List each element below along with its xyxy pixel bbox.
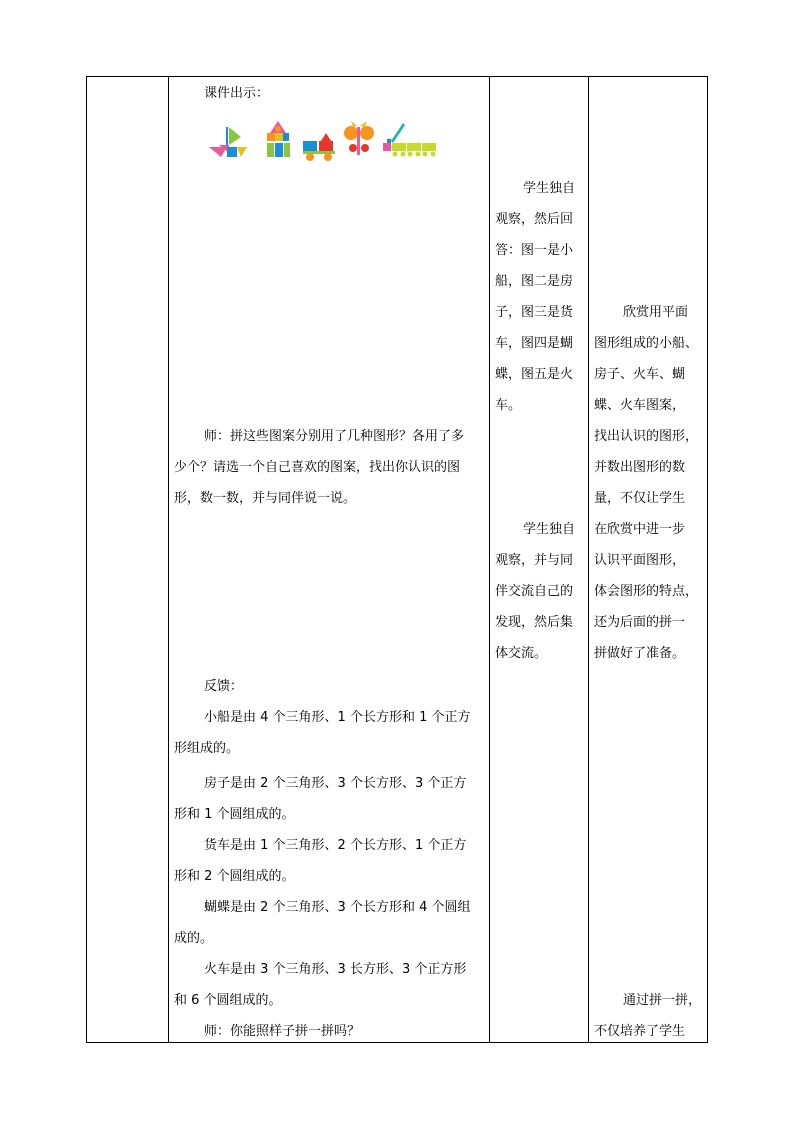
truck-icon [303,133,335,161]
design-intent: 认识平面图形， [594,553,686,568]
design-intent: 并数出图形的数 [594,460,686,475]
student-observation-1: 车。 [495,398,522,413]
student-observation-2: 学生独自 [523,522,576,537]
design-intent-2: 不仅培养了学生 [594,1024,686,1039]
feedback-boat: 小船是由 4 个三角形、1 个长方形和 1 个正方 [204,710,471,725]
train-icon [383,123,436,157]
student-observation-1: 车，图四是蝴 [495,336,574,351]
feedback-truck: 货车是由 1 个三角形、2 个长方形、1 个正方 [204,838,467,853]
student-observation-1: 答：图一是小 [495,243,574,258]
teacher-question-line: 师：拼这些图案分别用了几种图形？各用了多 [204,429,465,444]
butterfly-icon [344,121,374,155]
feedback-train: 和 6 个圆组成的。 [174,993,282,1008]
feedback-butterfly: 蝴蝶是由 2 个三角形、3 个长方形和 4 个圆组 [204,900,471,915]
student-observation-1: 船，图二是房 [495,274,574,289]
student-observation-2: 体交流。 [495,646,548,661]
design-intent: 拼做好了准备。 [594,646,686,661]
student-observation-2: 伴交流自己的 [495,584,574,599]
design-intent: 找出认识的图形， [594,429,699,444]
teacher-question-line: 少个？请选一个自己喜欢的图案，找出你认识的图 [174,460,461,475]
design-intent: 还为后面的拼一 [594,615,686,630]
student-observation-1: 观察，然后回 [495,212,574,227]
feedback-train: 火车是由 3 个三角形、3 长方形、3 个正方形 [204,962,467,977]
column-divider [168,77,169,1042]
student-observation-1: 蝶，图五是火 [495,367,574,382]
design-intent: 图形组成的小船、 [594,336,699,351]
feedback-butterfly: 成的。 [174,931,214,946]
student-observation-2: 观察，并与同 [495,553,574,568]
design-intent: 量，不仅让学生 [594,491,686,506]
house-icon [267,121,290,157]
feedback-boat: 形组成的。 [174,741,240,756]
design-intent-2: 通过拼一拼， [623,993,702,1008]
student-observation-1: 学生独自 [523,181,576,196]
design-intent: 欣赏用平面 [623,305,689,320]
design-intent: 在欣赏中进一步 [594,522,686,537]
pattern-illustrations [207,117,447,167]
design-intent: 房子、火车、蝴 [594,367,686,382]
student-observation-1: 子，图三是货 [495,305,574,320]
feedback-truck: 形和 2 个圆组成的。 [174,869,295,884]
feedback-label: 反馈： [204,679,244,694]
column-divider [489,77,490,1042]
student-observation-2: 发现，然后集 [495,615,574,630]
boat-icon [209,127,247,157]
design-intent: 蝶、火车图案， [594,398,686,413]
teacher-question-2: 师：你能照样子拼一拼吗？ [204,1024,361,1039]
lesson-table [86,76,708,1043]
feedback-house: 房子是由 2 个三角形、3 个长方形、3 个正方 [204,776,467,791]
design-intent: 体会图形的特点， [594,584,699,599]
courseware-heading: 课件出示： [204,86,270,101]
teacher-question-line: 形，数一数，并与同伴说一说。 [174,491,357,506]
feedback-house: 形和 1 个圆组成的。 [174,807,295,822]
column-divider [588,77,589,1042]
